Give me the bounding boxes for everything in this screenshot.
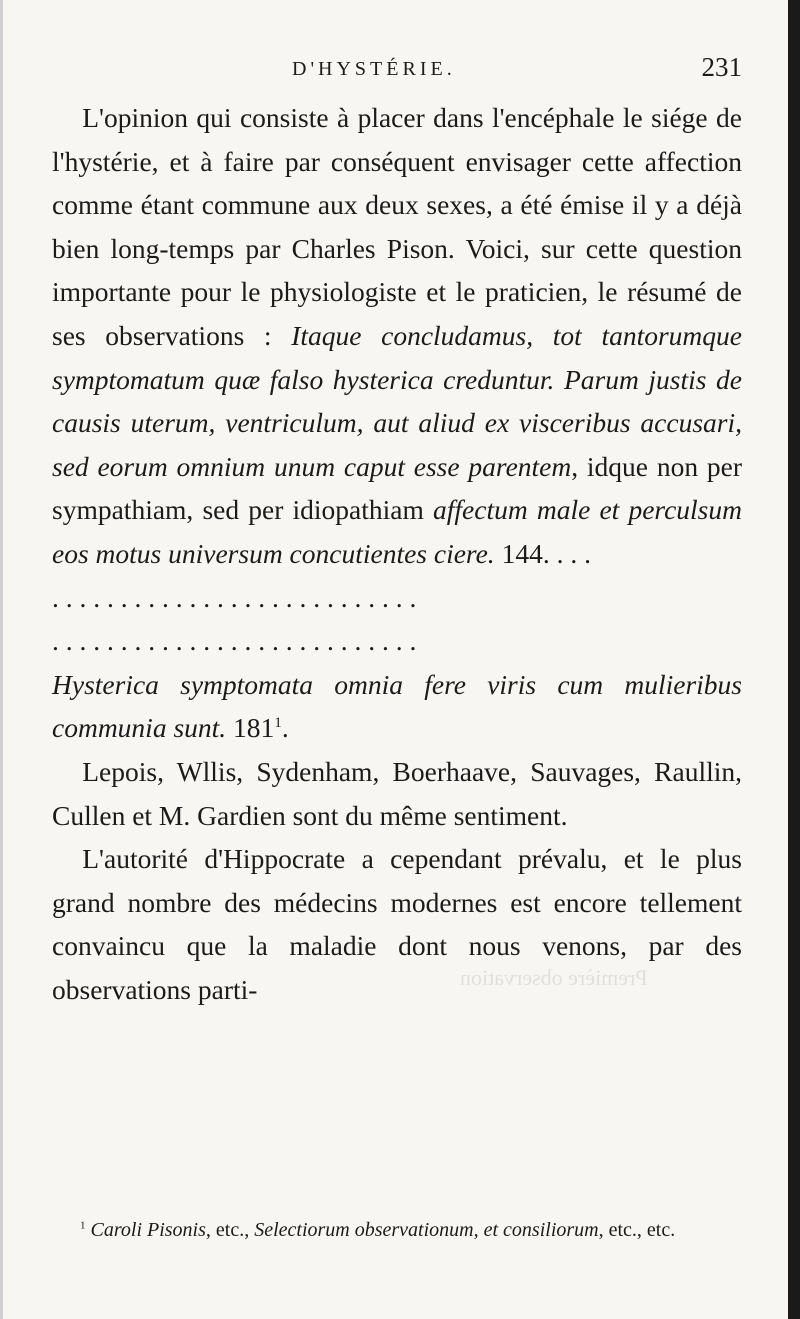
body-text — [52, 96, 742, 1011]
ellipsis-line: . . . . . . . . . . . . . . . . . . . . . . . . . . . — [52, 581, 417, 613]
page-header — [52, 52, 742, 88]
paragraph-pison-quote — [52, 96, 742, 576]
footnote-mark: 1 — [80, 1219, 86, 1232]
page-left-edge — [0, 0, 3, 1319]
page-right-edge — [788, 0, 800, 1319]
page-number: 231 — [701, 52, 742, 82]
paragraph-hippocrates: L'autorité d'Hippocrate a cependant prévalu, et le plus grand nombre des médecins modernes est encore tellement convaincu que la maladie dont nous venons, par des observations parti- — [52, 843, 742, 1005]
page-reference: 144. . . . — [494, 537, 591, 569]
footnote-title: Selectiorum observationum, et consiliorum — [254, 1219, 599, 1241]
bleed-through-text: Première observation — [460, 965, 648, 990]
footnotes — [52, 1214, 742, 1247]
footnote-marker: 1 — [274, 715, 282, 732]
paragraph-text: . — [281, 712, 289, 744]
footnote-text: , etc., etc. — [598, 1219, 676, 1241]
footnote — [52, 1214, 742, 1247]
paragraph-authors: Lepois, Wllis, Sydenham, Boerhaave, Sauvages, Raullin, Cullen et M. Gardien sont du même sentiment. — [52, 755, 742, 831]
paragraph-text: , idque non per sympathiam, sed per idiopathiam — [52, 450, 742, 526]
ellipsis-line: . . . . . . . . . . . . . . . . . . . . . . . . . . . — [52, 625, 417, 657]
latin-quote: Hysterica symptomata omnia fere viris cum mulieribus communia sunt. — [52, 668, 742, 744]
running-head: D'HYSTÉRIE. — [292, 58, 456, 80]
footnote-author: Caroli Pisonis — [90, 1219, 206, 1241]
paragraph-text: L'opinion qui consiste à placer dans l'encéphale le siége de l'hystérie, et à faire par conséquent envisager cette affection comme étant commune aux deux sexes, a été émise il y a déjà bien long-temps par Charles Pison. Voici, sur cette question importante pour le physiologiste et le praticien, le résumé de ses observations : — [52, 102, 742, 351]
footnote-text: , etc., — [205, 1219, 255, 1241]
page-reference: 181 — [226, 712, 275, 744]
latin-quote: affectum male et perculsum eos motus universum concutientes ciere. — [52, 494, 742, 569]
latin-quote: Itaque concludamus, tot tantorumque symptomatum quæ falso hysterica creduntur. Parum justis de causis uterum, ventriculum, aut aliud ex visceribus accusari, sed eorum omnium unum caput esse parentem — [52, 319, 742, 482]
paragraph-latin-continuation — [52, 663, 742, 750]
